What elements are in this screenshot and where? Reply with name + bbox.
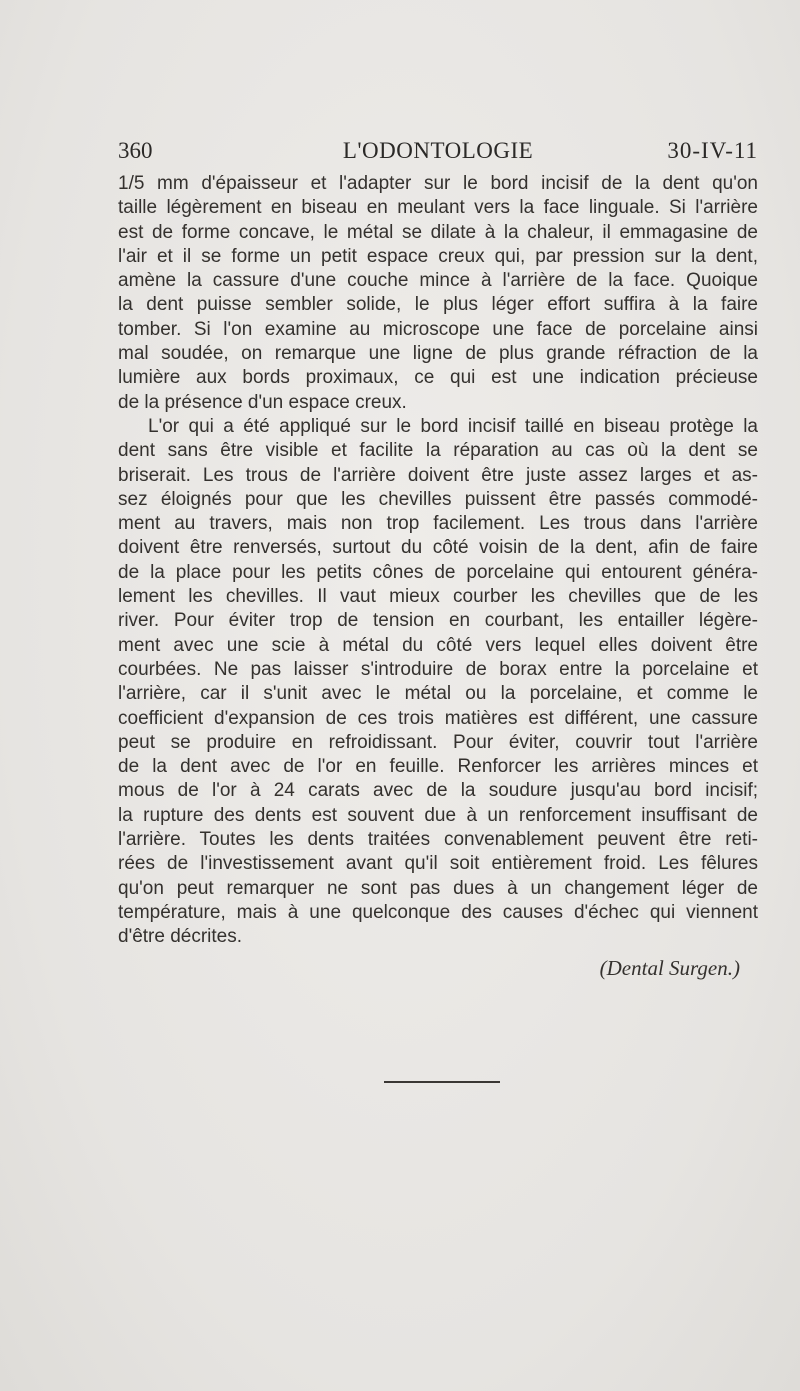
text-line: tomber. Si l'on examine au microscope une face de porcelaine ainsi (118, 318, 758, 340)
article-body (118, 172, 758, 950)
text-line: dent sans être visible et facilite la réparation au cas où la dent se (118, 440, 758, 462)
running-title: L'ODONTOLOGIE (342, 138, 534, 163)
text-line: de la dent avec de l'or en feuille. Renforcer les arrières minces et (118, 756, 758, 778)
text-line: la dent puisse sembler solide, le plus léger effort suffira à la faire (118, 294, 758, 316)
text-line: ment au travers, mais non trop facilement. Les trous dans l'arrière (118, 513, 758, 535)
issue-date: 30-IV-11 (667, 138, 758, 163)
text-line: d'être décrites. (118, 926, 243, 948)
text-line: river. Pour éviter trop de tension en courbant, les entailler légère- (118, 610, 758, 632)
text-line: mal soudée, on remarque une ligne de plus grande réfraction de la (118, 343, 758, 365)
text-line: L'or qui a été appliqué sur le bord incisif taillé en biseau protège la (148, 415, 758, 437)
text-line: mous de l'or à 24 carats avec de la soudure jusqu'au bord incisif; (118, 780, 758, 802)
text-line: coefficient d'expansion de ces trois matières est différent, une cassure (118, 707, 758, 729)
text-line: taille légèrement en biseau en meulant vers la face linguale. Si l'arrière (118, 197, 758, 219)
text-line: courbées. Ne pas laisser s'introduire de borax entre la porcelaine et (118, 658, 758, 680)
text-line: qu'on peut remarquer ne sont pas dues à un changement léger de (118, 877, 758, 899)
text-line: peut se produire en refroidissant. Pour éviter, couvrir tout l'arrière (118, 731, 758, 753)
text-line: de la présence d'un espace creux. (118, 391, 407, 413)
text-line: de la place pour les petits cônes de porcelaine qui entourent généra- (118, 561, 758, 583)
text-line: 1/5 mm d'épaisseur et l'adapter sur le bord incisif de la dent qu'on (118, 173, 758, 194)
text-line: sez éloignés pour que les chevilles puissent être passés commodé- (118, 488, 758, 510)
text-line: amène la cassure d'une couche mince à l'arrière de la face. Quoique (118, 270, 758, 292)
text-line: température, mais à une quelconque des causes d'échec qui viennent (118, 901, 758, 923)
text-line: briserait. Les trous de l'arrière doivent être juste assez larges et as- (118, 464, 758, 486)
text-line: l'arrière, car il s'unit avec le métal ou la porcelaine, et comme le (118, 683, 758, 705)
text-line: la rupture des dents est souvent due à un renforcement insuffisant de (118, 804, 758, 826)
text-line: lumière aux bords proximaux, ce qui est une indication précieuse (118, 367, 758, 389)
text-line: est de forme concave, le métal se dilate à la chaleur, il emmagasine de (118, 221, 758, 243)
text-line: doivent être renversés, surtout du côté voisin de la dent, afin de faire (118, 537, 758, 559)
page-header (118, 138, 758, 172)
page-number: 360 (118, 138, 153, 163)
text-line: l'air et il se forme un petit espace creux qui, par pression sur la dent, (118, 245, 758, 267)
text-line: l'arrière. Toutes les dents traitées convenablement peuvent être reti- (118, 829, 758, 851)
source-citation: (Dental Surgen.) (599, 956, 740, 980)
text-line: rées de l'investissement avant qu'il soit entièrement froid. Les fêlures (118, 853, 758, 875)
text-line: lement les chevilles. Il vaut mieux courber les chevilles que de les (118, 586, 758, 608)
text-line: ment avec une scie à métal du côté vers lequel elles doivent être (118, 634, 758, 656)
closing-rule (384, 1081, 500, 1083)
